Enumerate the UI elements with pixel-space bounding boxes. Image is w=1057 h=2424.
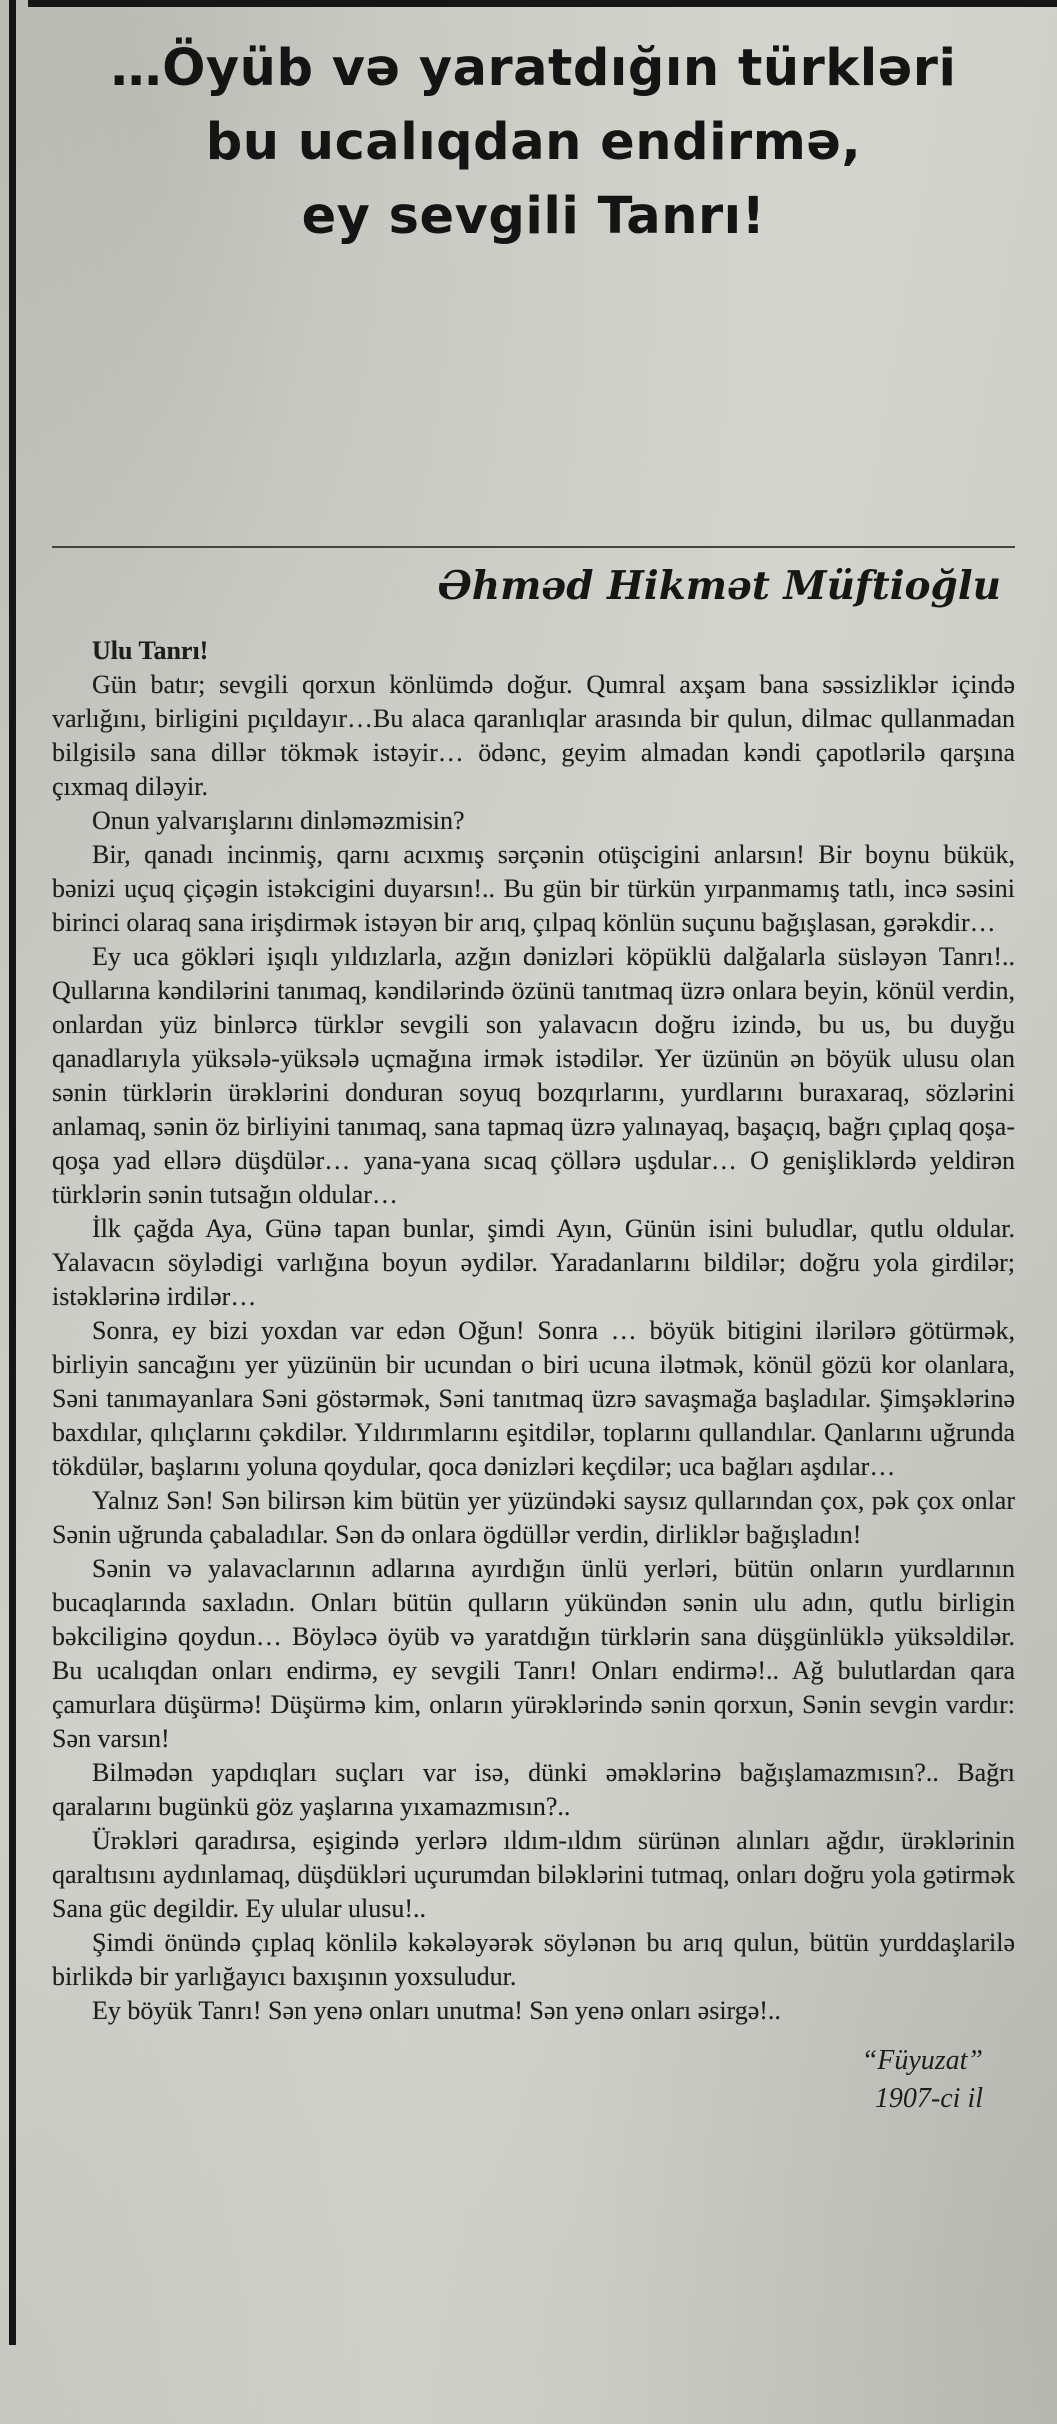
paragraph: Şimdi önündə çıplaq könlilə kəkələyərək söylənən bu arıq qulun, bütün yurddaşlarilə birlikdə bir yarlığayıcı baxışının yoxsuludur. — [52, 1928, 1015, 1991]
source-attribution — [52, 2042, 1015, 2118]
paragraph: Sonra, ey bizi yoxdan var edən Oğun! Sonra … böyük bitigini ilərilərə götürmək, birliyin sancağını yer yüzünün bir ucundan o biri ucuna ilətmək, könül gözü kor olanlara, Səni tanımayanlara Səni göstərmək, Səni tanıtmaq üzrə savaşmağa başladılar. Şimşəklərinə baxdılar, qılıçlarını çəkdilər. Yıldırımlarını eşitdilər, toplarını qullandılar. Qanlarını uğrunda tökdülər, başlarını yoluna qoydular, qoca dənizləri keçdilər; uca bağları aşdılar… — [52, 1316, 1015, 1481]
salutation: Ulu Tanrı! — [92, 636, 209, 665]
paragraph: Ey uca gökləri işıqlı yıldızlarla, azğın dənizləri köpüklü dalğalarla süsləyən Tanrı!.. Qullarına kəndilərini tanımaq, kəndilərində özünü tanıtmaq üzrə onlara beyin, könül verdin, onlardan yüz binlərcə türklər sevgili son yalavacın doğru izində, bu us, bu duyğu qanadlarıyla yüksələ-yüksələ uçmağına irmək istədilər. Yer üzünün ən böyük ulusu olan sənin türklərin ürəklərini donduran soyuq bozqırlarını, yurdlarını buraxaraq, sözlərini anlamaq, sənin öz birliyini tanımaq, sana tapmaq üzrə yalınayaq, başaçıq, bağrı çıplaq qoşa-qoşa yad ellərə düşdülər… yana-yana sıcaq çöllərə uşdular… O genişliklərdə yeldirən türklərin sənin tutsağın oldular… — [52, 942, 1015, 1209]
paragraph: Gün batır; sevgili qorxun könlümdə doğur. Qumral axşam bana səssizliklər içində varlığını, birligini pıçıldayır…Bu alaca qaranlıqlar arasında bir qulun, dilmac qullanmadan bilgisilə sana dillər tökmək istəyir… ödənc, geyim almadan kəndi çapotlərilə qarşına çıxmaq diləyir. — [52, 670, 1015, 801]
paragraph: Yalnız Sən! Sən bilirsən kim bütün yer yüzündəki saysız qullarından çox, pək çox onlar Sənin uğrunda çabaladılar. Sən də onlara ögdüllər verdin, dirliklər bağışladın! — [52, 1486, 1015, 1549]
title-line-2: bu ucalıqdan endirmə, — [205, 113, 862, 172]
paragraph: Ürəkləri qaradırsa, eşigində yerlərə ıldım-ıldım sürünən alınları ağdır, ürəklərinin qaraltısını aydınlamaq, düşdükləri uçurumdan biləklərini tutmaq, onları doğru yola gətirmək Sana güc degildir. Ey ulular ulusu!.. — [52, 1826, 1015, 1923]
paragraph: Ey böyük Tanrı! Sən yenə onları unutma! Sən yenə onları əsirgə!.. — [92, 1996, 781, 2025]
left-border-line — [9, 0, 16, 2345]
paragraph: Onun yalvarışlarını dinləməzmisin? — [92, 806, 465, 835]
article-body — [52, 634, 1015, 2028]
paragraph: Sənin və yalavaclarının adlarına ayırdığın ünlü yerləri, bütün onların yurdlarının bucaqlarında saxladın. Onları bütün qulların yükündən sənin ulu adın, qutlu birligin bəkciliginə qoydun… Böyləcə öyüb və yaratdığın türklərin sana düşgünlüklə yüksəldilər. Bu ucalıqdan onları endirmə, ey sevgili Tanrı! Onları endirmə!.. Ağ bulutlardan qara çamurlara düşürmə! Düşürmə kim, onların yürəklərində sənin qorxun, Sənin sevgin vardır: Sən varsın! — [52, 1554, 1015, 1753]
paragraph: Bilmədən yapdıqları suçları var isə, dünki əməklərinə bağışlamazmısın?.. Bağrı qaralarını bugünkü göz yaşlarına yıxamazmısın?.. — [52, 1758, 1015, 1821]
title-line-1: …Öyüb və yaratdığın türkləri — [110, 39, 957, 98]
paragraph: Bir, qanadı incinmiş, qarnı acıxmış sərçənin otüşcigini anlarsın! Bir boynu bükük, bənizi uçuq çiçəgin istəkcigini duyarsın!.. Bu gün bir türkün yırpanmamış tatlı, incə səsini birinci olaraq sana irişdirmək istəyən bir arıq, çılpaq könlün suçunu bağışlasan, gərəkdir… — [52, 840, 1015, 937]
title-line-3: ey sevgili Tanrı! — [301, 187, 766, 246]
source-name: “Füyuzat” — [861, 2045, 983, 2076]
article-content — [52, 0, 1015, 2118]
author-name: Əhməd Hikmət Müftioğlu — [437, 563, 1001, 609]
article-title — [52, 32, 1015, 254]
source-year: 1907-ci il — [874, 2083, 983, 2114]
paragraph: İlk çağda Aya, Günə tapan bunlar, şimdi Ayın, Günün isini buludlar, qutlu oldular. Yalavacın söylədigi varlığına boyun əydilər. Yaradanlarını bildilər; doğru yola girdilər; istəklərinə irdilər… — [52, 1214, 1015, 1311]
